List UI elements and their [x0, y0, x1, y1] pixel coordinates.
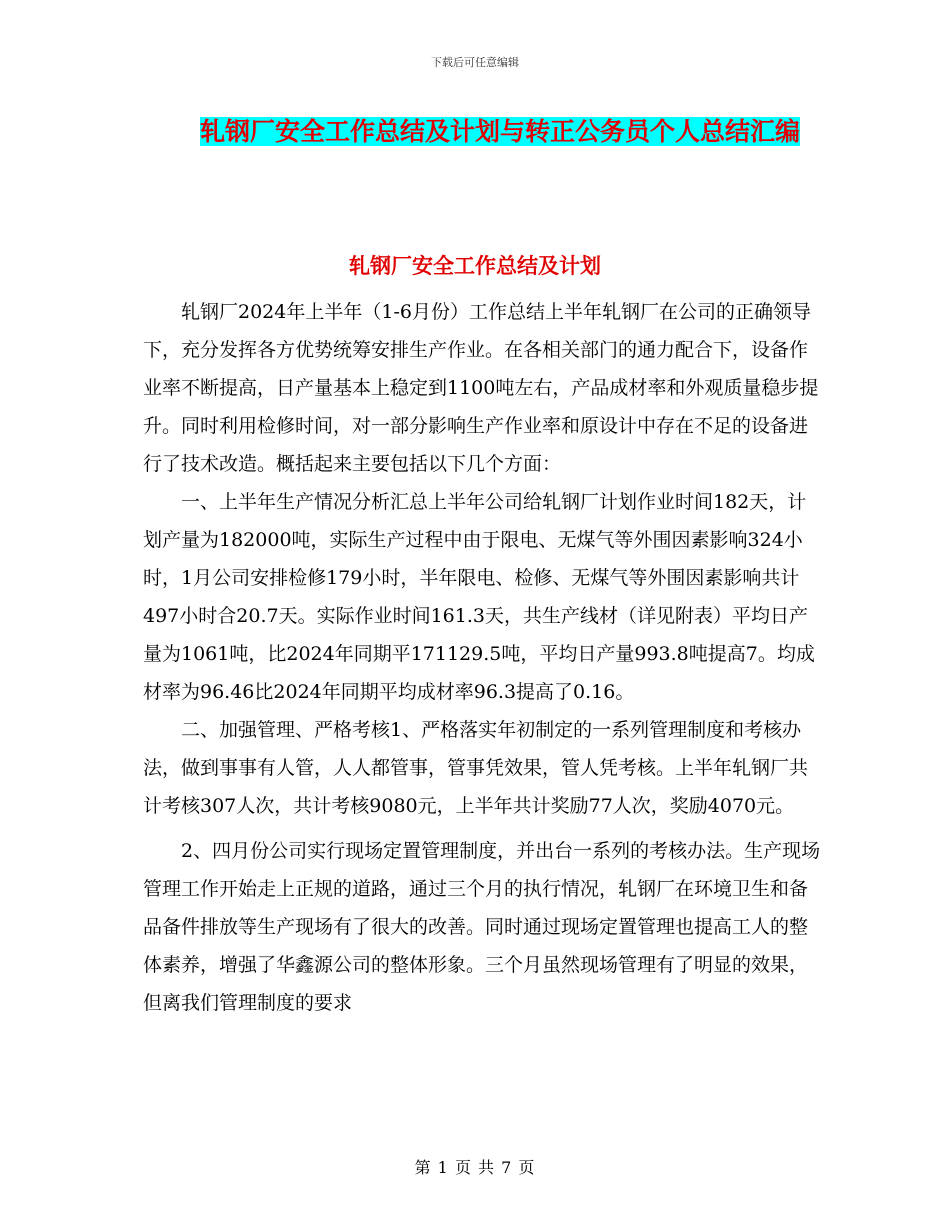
header-note: 下载后可任意编辑: [431, 56, 519, 69]
document-body: [143, 293, 823, 1022]
paragraph: 一、上半年生产情况分析汇总上半年公司给轧钢厂计划作业时间182天，计划产量为182000吨，实际生产过程中由于限电、无煤气等外围因素影响324小时，1月公司安排检修179小时，半年限电、检修、无煤气等外围因素影响共计497小时合20.7天。实际作业时间161.3天，共生产线材（详见附表）平均日产量为1061吨，比2024年同期平171129.5吨，平均日产量993.8吨提高7。均成材率为96.46比2024年同期平均成材率96.3提高了0.16。: [143, 491, 815, 703]
document-title-text: 轧钢厂安全工作总结及计划与转正公务员个人总结汇编: [199, 117, 800, 146]
paragraph: 二、加强管理、严格考核1、严格落实年初制定的一系列管理制度和考核办法，做到事事有人管，人人都管事，管事凭效果，管人凭考核。上半年轧钢厂共计考核307人次，共计考核9080元，上半年共计奖励77人次，奖励4070元。: [143, 719, 809, 817]
document-title: [190, 110, 810, 154]
paragraph: 轧钢厂2024年上半年（1-6月份）工作总结上半年轧钢厂在公司的正确领导下，充分发挥各方优势统筹安排生产作业。在各相关部门的通力配合下，设备作业率不断提高，日产量基本上稳定到1100吨左右，产品成材率和外观质量稳步提升。同时利用检修时间，对一部分影响生产作业率和原设计中存在不足的设备进行了技术改造。概括起来主要包括以下几个方面：: [143, 301, 819, 475]
page-footer: 第 1 页 共 7 页: [414, 1158, 536, 1177]
paragraph: 2、四月份公司实行现场定置管理制度，并出台一系列的考核办法。生产现场管理工作开始走上正规的道路，通过三个月的执行情况，轧钢厂在环境卫生和备品备件排放等生产现场有了很大的改善。同时通过现场定置管理也提高工人的整体素养，增强了华鑫源公司的整体形象。三个月虽然现场管理有了明显的效果，但离我们管理制度的要求: [143, 840, 821, 1014]
section-title: 轧钢厂安全工作总结及计划: [349, 253, 601, 278]
